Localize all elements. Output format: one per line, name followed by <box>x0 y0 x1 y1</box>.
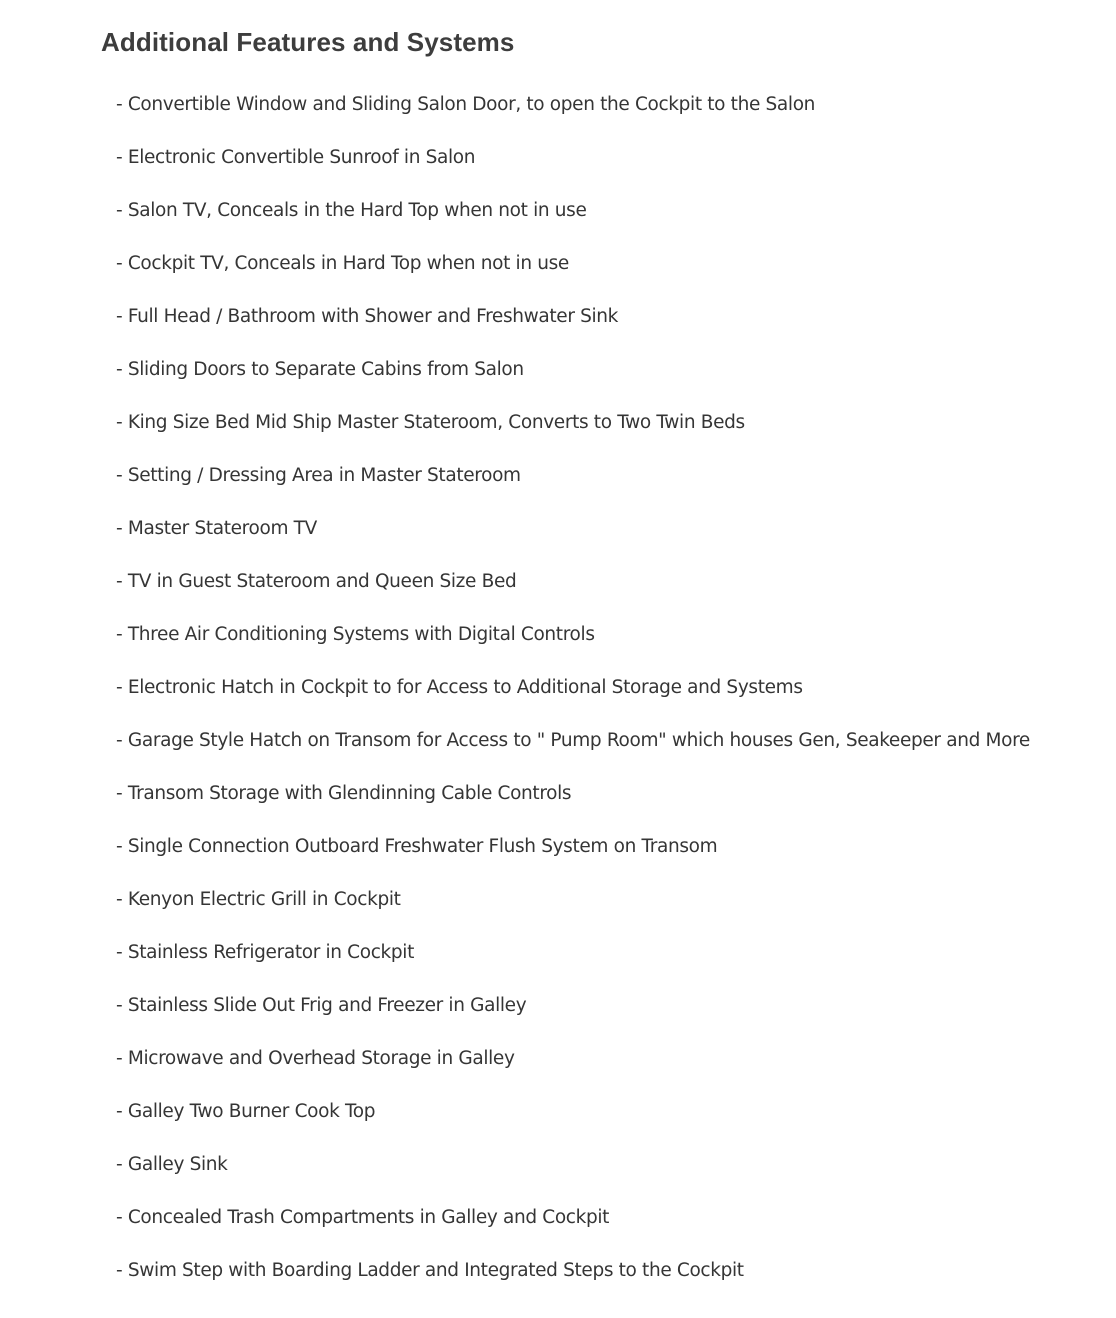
feature-item: - Master Stateroom TV <box>116 518 317 539</box>
feature-item: - Stainless Refrigerator in Cockpit <box>116 942 414 963</box>
feature-item: - Transom Storage with Glendinning Cable Controls <box>116 783 572 804</box>
feature-item: - TV in Guest Stateroom and Queen Size Bed <box>116 571 517 592</box>
feature-item: - Microwave and Overhead Storage in Galley <box>116 1048 515 1069</box>
feature-item: - Convertible Window and Sliding Salon Door, to open the Cockpit to the Salon <box>116 94 816 115</box>
feature-item: - Three Air Conditioning Systems with Digital Controls <box>116 624 595 645</box>
feature-item: - Galley Two Burner Cook Top <box>116 1101 376 1122</box>
feature-item: - Salon TV, Conceals in the Hard Top when not in use <box>116 200 587 221</box>
feature-item: - Setting / Dressing Area in Master Stateroom <box>116 465 521 486</box>
section-title: Additional Features and Systems <box>101 27 515 57</box>
feature-item: - Electronic Hatch in Cockpit to for Access to Additional Storage and Systems <box>116 677 803 698</box>
feature-list <box>116 92 1091 1311</box>
feature-item: - Cockpit TV, Conceals in Hard Top when not in use <box>116 253 569 274</box>
feature-item: - Galley Sink <box>116 1154 228 1175</box>
feature-item: - Concealed Trash Compartments in Galley and Cockpit <box>116 1207 610 1228</box>
feature-item: - Stainless Slide Out Frig and Freezer in Galley <box>116 995 527 1016</box>
feature-item: - Kenyon Electric Grill in Cockpit <box>116 889 401 910</box>
feature-item: - King Size Bed Mid Ship Master Stateroom, Converts to Two Twin Beds <box>116 412 745 433</box>
feature-item: - Sliding Doors to Separate Cabins from Salon <box>116 359 524 380</box>
feature-item: - Full Head / Bathroom with Shower and Freshwater Sink <box>116 306 619 327</box>
feature-item: - Garage Style Hatch on Transom for Access to " Pump Room" which houses Gen, Seakeeper and More <box>116 730 1030 751</box>
feature-item: - Electronic Convertible Sunroof in Salon <box>116 147 476 168</box>
feature-item: - Single Connection Outboard Freshwater Flush System on Transom <box>116 836 718 857</box>
feature-item: - Swim Step with Boarding Ladder and Integrated Steps to the Cockpit <box>116 1260 744 1281</box>
features-section <box>101 26 1091 1281</box>
